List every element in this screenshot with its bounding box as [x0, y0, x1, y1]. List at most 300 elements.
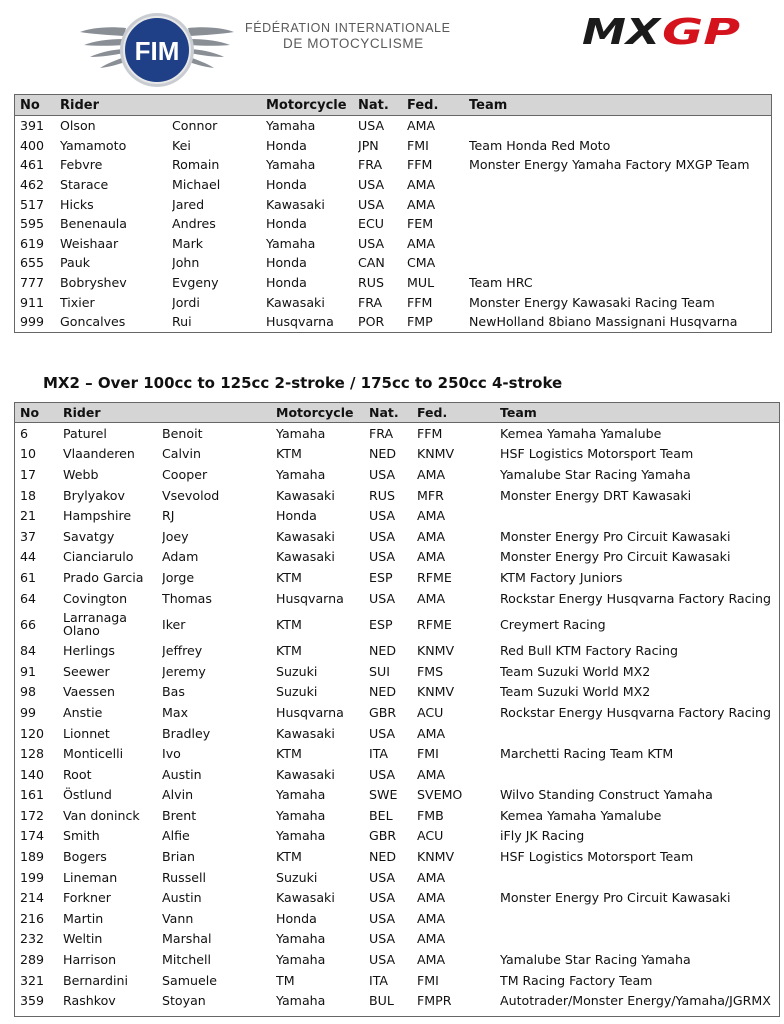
cell-team: HSF Logistics Motorsport Team — [500, 446, 694, 462]
cell-motorcycle: Yamaha — [276, 931, 326, 947]
cell-no: 66 — [20, 616, 37, 632]
cell-nat: POR — [358, 314, 385, 330]
cell-nat: NED — [369, 643, 397, 659]
cell-first-name: Rui — [172, 314, 192, 330]
cell-no: 595 — [20, 216, 45, 232]
table-row — [15, 526, 779, 547]
cell-fed: AMA — [417, 890, 446, 906]
cell-team: Team Suzuki World MX2 — [500, 684, 651, 700]
cell-fed: AMA — [417, 869, 446, 885]
cell-last-name: Febvre — [60, 157, 103, 173]
cell-nat: JPN — [358, 137, 379, 153]
table-row — [15, 702, 779, 723]
table-row — [15, 234, 771, 254]
cell-first-name: Bradley — [162, 725, 211, 741]
cell-fed: KNMV — [417, 849, 455, 865]
cell-no: 91 — [20, 663, 37, 679]
cell-last-name: Benenaula — [60, 216, 128, 232]
table-row — [15, 949, 779, 970]
cell-last-name: Tixier — [60, 294, 95, 310]
cell-motorcycle: Husqvarna — [276, 704, 344, 720]
cell-first-name: RJ — [162, 508, 175, 524]
cell-no: 37 — [20, 528, 37, 544]
cell-fed: FFM — [407, 294, 433, 310]
header-no: No — [20, 97, 40, 113]
cell-team: Wilvo Standing Construct Yamaha — [500, 787, 713, 803]
cell-team: KTM Factory Juniors — [500, 569, 623, 585]
cell-motorcycle: Suzuki — [276, 869, 318, 885]
cell-nat: GBR — [369, 828, 397, 844]
cell-team: HSF Logistics Motorsport Team — [500, 849, 694, 865]
table-row — [15, 312, 771, 332]
cell-motorcycle: TM — [276, 972, 295, 988]
cell-last-name: Brylyakov — [63, 487, 125, 503]
cell-motorcycle: Kawasaki — [276, 528, 335, 544]
cell-motorcycle: Yamaha — [266, 157, 316, 173]
cell-fed: FMB — [417, 807, 444, 823]
cell-motorcycle: Yamaha — [276, 425, 326, 441]
cell-first-name: Samuele — [162, 972, 217, 988]
cell-nat: BEL — [369, 807, 393, 823]
cell-motorcycle: KTM — [276, 569, 302, 585]
cell-nat: RUS — [358, 275, 384, 291]
mx1-rider-table — [14, 94, 772, 333]
cell-nat: USA — [358, 118, 385, 134]
cell-no: 18 — [20, 487, 37, 503]
cell-fed: AMA — [417, 725, 446, 741]
table-row — [15, 194, 771, 214]
cell-first-name: Stoyan — [162, 993, 206, 1009]
cell-first-name: Russell — [162, 869, 207, 885]
federation-name-line2: DE MOTOCYCLISME — [283, 35, 424, 51]
cell-last-name: Yamamoto — [60, 137, 127, 153]
table-row — [15, 805, 779, 826]
cell-first-name: Mitchell — [162, 952, 211, 968]
cell-fed: SVEMO — [417, 787, 463, 803]
cell-no: 174 — [20, 828, 45, 844]
cell-team: Rockstar Energy Husqvarna Factory Racing — [500, 704, 772, 720]
table-row — [15, 785, 779, 806]
cell-no: 64 — [20, 590, 37, 606]
cell-motorcycle: Kawasaki — [266, 196, 325, 212]
cell-fed: AMA — [407, 235, 436, 251]
cell-last-name: Rashkov — [63, 993, 116, 1009]
table-row — [15, 682, 779, 703]
cell-no: 461 — [20, 157, 45, 173]
cell-last-name: Cianciarulo — [63, 549, 134, 565]
cell-motorcycle: Kawasaki — [276, 766, 335, 782]
cell-no: 98 — [20, 684, 37, 700]
cell-no: 517 — [20, 196, 45, 212]
cell-no: 232 — [20, 931, 45, 947]
table-row — [15, 273, 771, 293]
cell-first-name: Brent — [162, 807, 197, 823]
cell-nat: ESP — [369, 569, 393, 585]
table-row — [15, 505, 779, 526]
cell-fed: FMI — [407, 137, 429, 153]
cell-first-name: Jared — [172, 196, 205, 212]
cell-first-name: Austin — [162, 766, 202, 782]
cell-fed: AMA — [417, 466, 446, 482]
cell-fed: AMA — [417, 528, 446, 544]
header-fed: Fed. — [407, 97, 439, 113]
mxgp-logo — [576, 6, 746, 52]
cell-fed: AMA — [407, 196, 436, 212]
cell-first-name: Max — [162, 704, 189, 720]
cell-first-name: Vsevolod — [162, 487, 220, 503]
cell-motorcycle: KTM — [276, 643, 302, 659]
cell-first-name: Evgeny — [172, 275, 219, 291]
table-row — [15, 743, 779, 764]
cell-first-name: Iker — [162, 616, 186, 632]
cell-no: 619 — [20, 235, 45, 251]
header-team: Team — [500, 405, 537, 420]
table-body — [15, 423, 779, 1011]
cell-nat: USA — [369, 528, 396, 544]
svg-text:GP: GP — [662, 12, 740, 52]
cell-fed: AMA — [417, 910, 446, 926]
cell-motorcycle: KTM — [276, 616, 302, 632]
cell-nat: CAN — [358, 255, 385, 271]
cell-team: Yamalube Star Racing Yamaha — [500, 952, 691, 968]
cell-last-name: Root — [63, 766, 92, 782]
cell-fed: ACU — [417, 828, 444, 844]
cell-nat: NED — [369, 684, 397, 700]
cell-fed: KNMV — [417, 446, 455, 462]
table-row — [15, 547, 779, 568]
cell-fed: AMA — [417, 590, 446, 606]
cell-first-name: Alfie — [162, 828, 190, 844]
cell-nat: USA — [369, 725, 396, 741]
cell-no: 911 — [20, 294, 45, 310]
header-nat: Nat. — [358, 97, 389, 113]
cell-first-name: Benoit — [162, 425, 203, 441]
cell-no: 99 — [20, 704, 37, 720]
cell-nat: USA — [369, 869, 396, 885]
cell-no: 189 — [20, 849, 45, 865]
cell-no: 359 — [20, 993, 45, 1009]
cell-nat: GBR — [369, 704, 397, 720]
cell-first-name: Kei — [172, 137, 191, 153]
cell-first-name: Austin — [162, 890, 202, 906]
cell-first-name: Brian — [162, 849, 196, 865]
cell-first-name: Bas — [162, 684, 185, 700]
cell-fed: RFME — [417, 569, 452, 585]
cell-nat: NED — [369, 446, 397, 462]
cell-no: 216 — [20, 910, 45, 926]
cell-team: Monster Energy Yamaha Factory MXGP Team — [469, 157, 750, 173]
cell-motorcycle: Honda — [266, 216, 307, 232]
header-rider: Rider — [60, 97, 99, 113]
cell-first-name: Mark — [172, 235, 204, 251]
cell-last-name: Martin — [63, 910, 104, 926]
cell-first-name: Jeffrey — [162, 643, 203, 659]
mx2-class-title: MX2 – Over 100cc to 125cc 2-stroke / 175cc to 250cc 4-stroke — [43, 374, 563, 392]
svg-text:MX: MX — [582, 12, 663, 52]
cell-nat: ITA — [369, 972, 389, 988]
table-row — [15, 588, 779, 609]
cell-last-name: Prado Garcia — [63, 569, 144, 585]
cell-fed: FFM — [417, 425, 443, 441]
cell-no: 172 — [20, 807, 45, 823]
cell-no: 10 — [20, 446, 37, 462]
cell-first-name: Michael — [172, 177, 221, 193]
cell-nat: FRA — [358, 157, 383, 173]
cell-first-name: Jeremy — [162, 663, 206, 679]
header-team: Team — [469, 97, 508, 113]
cell-nat: USA — [369, 508, 396, 524]
cell-first-name: Joey — [162, 528, 189, 544]
cell-motorcycle: Honda — [276, 910, 317, 926]
table-row — [15, 661, 779, 682]
cell-no: 214 — [20, 890, 45, 906]
cell-first-name: Adam — [162, 549, 199, 565]
cell-fed: FMI — [417, 746, 439, 762]
cell-first-name: Romain — [172, 157, 220, 173]
federation-name-line1: FÉDÉRATION INTERNATIONALE — [245, 21, 451, 35]
cell-team: Team Suzuki World MX2 — [500, 663, 651, 679]
cell-fed: AMA — [417, 766, 446, 782]
cell-motorcycle: Suzuki — [276, 684, 318, 700]
cell-no: 655 — [20, 255, 45, 271]
cell-first-name: Thomas — [162, 590, 212, 606]
cell-motorcycle: Suzuki — [276, 663, 318, 679]
cell-nat: BUL — [369, 993, 394, 1009]
cell-no: 391 — [20, 118, 45, 134]
cell-motorcycle: Yamaha — [266, 235, 316, 251]
header-motorcycle: Motorcycle — [276, 405, 354, 420]
cell-fed: ACU — [417, 704, 444, 720]
cell-team: Red Bull KTM Factory Racing — [500, 643, 678, 659]
cell-last-name: Hicks — [60, 196, 94, 212]
table-row — [15, 214, 771, 234]
cell-no: 321 — [20, 972, 45, 988]
cell-first-name: Alvin — [162, 787, 194, 803]
cell-no: 140 — [20, 766, 45, 782]
cell-motorcycle: Yamaha — [266, 118, 316, 134]
table-row — [15, 846, 779, 867]
cell-team: Creymert Racing — [500, 616, 606, 632]
cell-nat: SWE — [369, 787, 398, 803]
cell-team: Monster Energy Kawasaki Racing Team — [469, 294, 715, 310]
cell-no: 84 — [20, 643, 37, 659]
table-header — [15, 403, 779, 423]
cell-motorcycle: Honda — [266, 177, 307, 193]
cell-team: TM Racing Factory Team — [500, 972, 653, 988]
cell-team: Rockstar Energy Husqvarna Factory Racing — [500, 590, 772, 606]
cell-last-name: Monticelli — [63, 746, 124, 762]
table-row — [15, 155, 771, 175]
cell-no: 199 — [20, 869, 45, 885]
cell-last-name: Goncalves — [60, 314, 126, 330]
cell-last-name: Vlaanderen — [63, 446, 135, 462]
table-row — [15, 292, 771, 312]
cell-nat: ECU — [358, 216, 384, 232]
fim-logo-text: FIM — [134, 36, 180, 66]
cell-motorcycle: Yamaha — [276, 993, 326, 1009]
table-row — [15, 175, 771, 195]
cell-first-name: John — [172, 255, 200, 271]
cell-fed: KNMV — [417, 643, 455, 659]
cell-first-name: Andres — [172, 216, 216, 232]
cell-first-name: Jordi — [172, 294, 200, 310]
cell-last-name: Lionnet — [63, 725, 110, 741]
cell-first-name: Calvin — [162, 446, 201, 462]
table-row — [15, 867, 779, 888]
table-header — [15, 95, 771, 116]
table-row — [15, 567, 779, 588]
cell-last-name: Van doninck — [63, 807, 140, 823]
cell-no: 21 — [20, 508, 37, 524]
cell-team: Yamalube Star Racing Yamaha — [500, 466, 691, 482]
cell-first-name: Jorge — [162, 569, 195, 585]
cell-nat: FRA — [358, 294, 383, 310]
cell-nat: USA — [369, 910, 396, 926]
cell-fed: AMA — [417, 952, 446, 968]
table-row — [15, 423, 779, 444]
cell-no: 999 — [20, 314, 45, 330]
cell-no: 17 — [20, 466, 37, 482]
cell-motorcycle: Kawasaki — [276, 725, 335, 741]
cell-fed: AMA — [417, 931, 446, 947]
cell-nat: RUS — [369, 487, 395, 503]
cell-last-name: Weltin — [63, 931, 103, 947]
table-row — [15, 826, 779, 847]
header-fed: Fed. — [417, 405, 448, 420]
cell-last-name: Covington — [63, 590, 128, 606]
cell-last-name: Bernardini — [63, 972, 128, 988]
cell-nat: USA — [358, 235, 385, 251]
cell-team: Team HRC — [469, 275, 533, 291]
cell-motorcycle: KTM — [276, 446, 302, 462]
federation-name — [245, 22, 451, 50]
cell-nat: USA — [369, 766, 396, 782]
header-nat: Nat. — [369, 405, 399, 420]
cell-motorcycle: Honda — [266, 255, 307, 271]
cell-team: iFly JK Racing — [500, 828, 585, 844]
table-row — [15, 640, 779, 661]
table-body — [15, 116, 771, 332]
table-row — [15, 464, 779, 485]
cell-last-name: Paturel — [63, 425, 107, 441]
cell-first-name: Ivo — [162, 746, 181, 762]
cell-motorcycle: Husqvarna — [266, 314, 334, 330]
cell-last-name: Bobryshev — [60, 275, 127, 291]
cell-team: Monster Energy DRT Kawasaki — [500, 487, 692, 503]
cell-last-name: Starace — [60, 177, 109, 193]
cell-motorcycle: Yamaha — [276, 787, 326, 803]
cell-no: 128 — [20, 746, 45, 762]
cell-last-name: Harrison — [63, 952, 117, 968]
cell-nat: USA — [369, 952, 396, 968]
table-row — [15, 723, 779, 744]
header-no: No — [20, 405, 40, 420]
cell-no: 61 — [20, 569, 37, 585]
cell-fed: AMA — [417, 549, 446, 565]
cell-motorcycle: Kawasaki — [276, 549, 335, 565]
cell-motorcycle: Yamaha — [276, 807, 326, 823]
cell-motorcycle: Honda — [266, 137, 307, 153]
cell-fed: FMS — [417, 663, 444, 679]
cell-fed: AMA — [417, 508, 446, 524]
cell-first-name: Cooper — [162, 466, 208, 482]
cell-motorcycle: Honda — [276, 508, 317, 524]
cell-no: 161 — [20, 787, 45, 803]
table-row — [15, 908, 779, 929]
cell-team: NewHolland 8biano Massignani Husqvarna — [469, 314, 738, 330]
cell-fed: MUL — [407, 275, 435, 291]
cell-last-name: Webb — [63, 466, 99, 482]
cell-fed: FFM — [407, 157, 433, 173]
cell-no: 777 — [20, 275, 45, 291]
table-row — [15, 608, 779, 640]
cell-fed: KNMV — [417, 684, 455, 700]
cell-last-name: Olson — [60, 118, 96, 134]
cell-motorcycle: Yamaha — [276, 952, 326, 968]
cell-nat: USA — [369, 590, 396, 606]
cell-fed: FMI — [417, 972, 439, 988]
cell-motorcycle: Kawasaki — [266, 294, 325, 310]
cell-motorcycle: Kawasaki — [276, 890, 335, 906]
cell-motorcycle: Honda — [266, 275, 307, 291]
table-row — [15, 253, 771, 273]
cell-last-name: Herlings — [63, 643, 115, 659]
cell-last-name: Weishaar — [60, 235, 119, 251]
cell-fed: FEM — [407, 216, 434, 232]
table-row — [15, 136, 771, 156]
cell-last-name: Forkner — [63, 890, 111, 906]
cell-nat: NED — [369, 849, 397, 865]
cell-nat: USA — [358, 177, 385, 193]
cell-no: 462 — [20, 177, 45, 193]
table-row — [15, 929, 779, 950]
cell-first-name: Marshal — [162, 931, 212, 947]
cell-team: Kemea Yamaha Yamalube — [500, 425, 662, 441]
cell-nat: USA — [369, 931, 396, 947]
table-row — [15, 990, 779, 1011]
cell-last-name: Lineman — [63, 869, 118, 885]
cell-no: 44 — [20, 549, 37, 565]
table-row — [15, 116, 771, 136]
cell-fed: MFR — [417, 487, 444, 503]
cell-nat: USA — [369, 466, 396, 482]
cell-motorcycle: KTM — [276, 746, 302, 762]
header-motorcycle: Motorcycle — [266, 97, 347, 113]
cell-fed: RFME — [417, 616, 452, 632]
cell-last-name: Vaessen — [63, 684, 115, 700]
cell-no: 6 — [20, 425, 29, 441]
cell-first-name: Vann — [162, 910, 194, 926]
cell-last-name: Pauk — [60, 255, 91, 271]
cell-last-name: Hampshire — [63, 508, 132, 524]
cell-nat: SUI — [369, 663, 390, 679]
cell-last-name: Seewer — [63, 663, 110, 679]
cell-nat: USA — [369, 549, 396, 565]
table-row — [15, 444, 779, 465]
cell-motorcycle: Yamaha — [276, 828, 326, 844]
table-row — [15, 764, 779, 785]
fim-logo — [78, 10, 236, 92]
cell-fed: FMPR — [417, 993, 452, 1009]
table-row — [15, 970, 779, 991]
cell-fed: AMA — [407, 118, 436, 134]
cell-nat: ESP — [369, 616, 393, 632]
cell-no: 289 — [20, 952, 45, 968]
cell-last-name: Anstie — [63, 704, 103, 720]
cell-motorcycle: Husqvarna — [276, 590, 344, 606]
cell-team: Marchetti Racing Team KTM — [500, 746, 674, 762]
cell-last-name: Bogers — [63, 849, 107, 865]
